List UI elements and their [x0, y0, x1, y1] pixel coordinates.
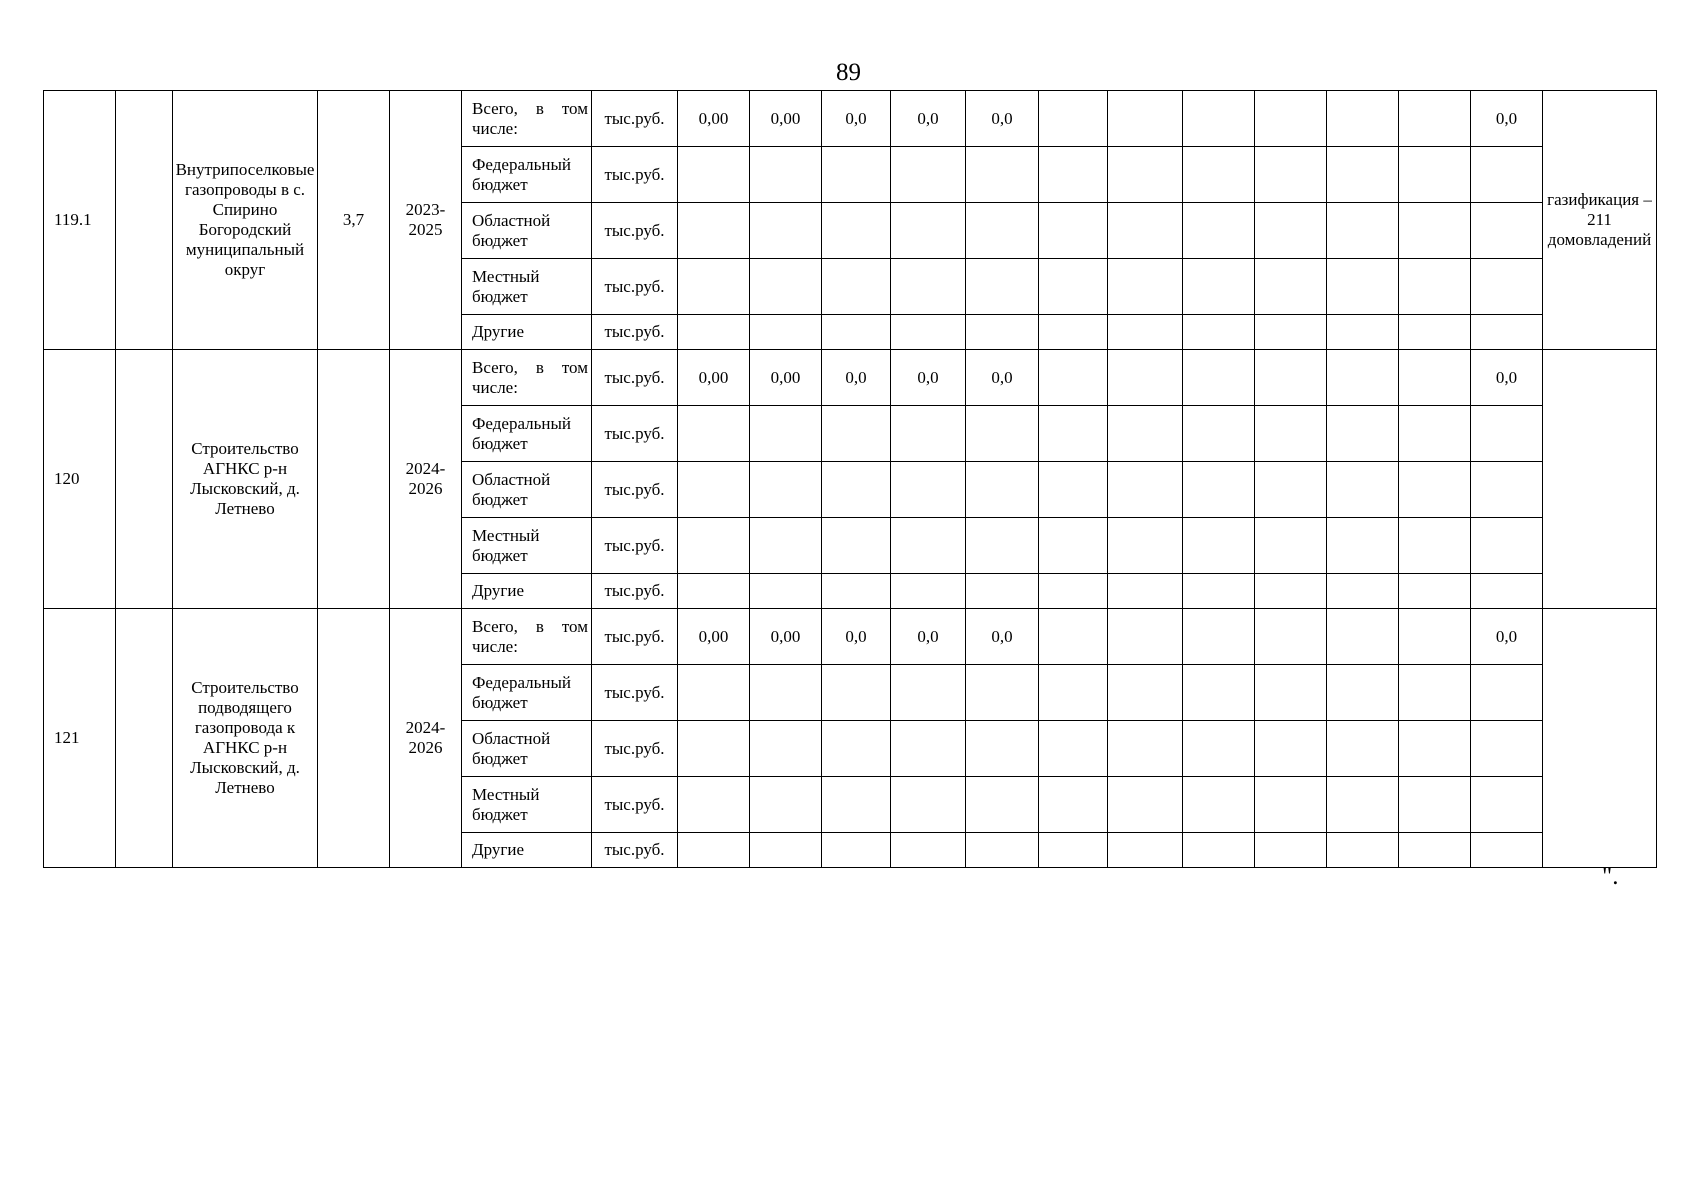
- value-cell: [966, 574, 1039, 609]
- value-cell: [1183, 833, 1255, 868]
- funding-source-line1: Другие: [472, 840, 524, 859]
- value-cell: [750, 406, 822, 462]
- funding-source-line2: бюджет: [472, 174, 528, 194]
- value-cell: [1255, 315, 1327, 350]
- unit-cell: тыс.руб.: [592, 833, 678, 868]
- value-cell: [891, 721, 966, 777]
- value-cell: [1327, 203, 1399, 259]
- value-cell: [1108, 315, 1183, 350]
- value-cell: [1108, 406, 1183, 462]
- value-cell: 0,00: [750, 91, 822, 147]
- value-cell: 0,0: [1471, 91, 1543, 147]
- period-cell: 2024-2026: [390, 609, 462, 868]
- value-cell: 0,0: [822, 350, 891, 406]
- value-cell: [1108, 350, 1183, 406]
- value-cell: [750, 721, 822, 777]
- value-cell: [1255, 350, 1327, 406]
- value-cell: [891, 203, 966, 259]
- funding-source-line1: Всего, в том: [472, 98, 588, 118]
- value-cell: [1183, 462, 1255, 518]
- value-cell: [891, 462, 966, 518]
- funding-source-cell: [462, 315, 592, 350]
- value-cell: [966, 147, 1039, 203]
- length-cell: 3,7: [318, 91, 390, 350]
- value-cell: [822, 147, 891, 203]
- value-cell: [1039, 833, 1108, 868]
- value-cell: [1039, 665, 1108, 721]
- value-cell: [1183, 777, 1255, 833]
- investment-table: [43, 90, 1657, 868]
- value-cell: [1327, 315, 1399, 350]
- blank-cell: [116, 91, 173, 350]
- value-cell: [891, 574, 966, 609]
- value-cell: [1039, 350, 1108, 406]
- value-cell: [1399, 609, 1471, 665]
- value-cell: [1183, 574, 1255, 609]
- value-cell: [1327, 665, 1399, 721]
- value-cell: [1039, 721, 1108, 777]
- funding-source-line2: числе:: [472, 118, 518, 138]
- value-cell: [1327, 259, 1399, 315]
- funding-source-line2: бюджет: [472, 692, 528, 712]
- value-cell: [822, 259, 891, 315]
- value-cell: [1399, 833, 1471, 868]
- unit-cell: тыс.руб.: [592, 350, 678, 406]
- note-cell: [1543, 609, 1657, 868]
- value-cell: [750, 777, 822, 833]
- value-cell: [750, 259, 822, 315]
- value-cell: [1108, 721, 1183, 777]
- value-cell: [1327, 518, 1399, 574]
- value-cell: [1471, 406, 1543, 462]
- value-cell: [1399, 665, 1471, 721]
- value-cell: [822, 665, 891, 721]
- value-cell: [1039, 315, 1108, 350]
- value-cell: [1039, 203, 1108, 259]
- funding-source-cell: [462, 406, 592, 462]
- value-cell: [1471, 518, 1543, 574]
- value-cell: [1108, 203, 1183, 259]
- funding-source-line1: Местный: [472, 784, 540, 804]
- value-cell: [1183, 665, 1255, 721]
- value-cell: [1183, 518, 1255, 574]
- closing-quote-mark: ".: [1602, 863, 1619, 890]
- value-cell: [678, 518, 750, 574]
- value-cell: [1108, 665, 1183, 721]
- value-cell: [1255, 574, 1327, 609]
- value-cell: [1039, 777, 1108, 833]
- value-cell: [678, 259, 750, 315]
- value-cell: [966, 406, 1039, 462]
- value-cell: [891, 315, 966, 350]
- value-cell: [1183, 315, 1255, 350]
- value-cell: [1255, 91, 1327, 147]
- value-cell: [966, 315, 1039, 350]
- value-cell: [891, 777, 966, 833]
- table-body: [44, 91, 1657, 868]
- project-name-cell: Строительство АГНКС р-н Лысковский, д. Летнево: [173, 350, 318, 609]
- blank-cell: [116, 609, 173, 868]
- value-cell: [822, 833, 891, 868]
- value-cell: [1183, 350, 1255, 406]
- unit-cell: тыс.руб.: [592, 259, 678, 315]
- value-cell: [1255, 777, 1327, 833]
- value-cell: [1399, 315, 1471, 350]
- value-cell: 0,0: [891, 609, 966, 665]
- blank-cell: [116, 350, 173, 609]
- value-cell: [966, 518, 1039, 574]
- value-cell: 0,00: [750, 609, 822, 665]
- value-cell: [1399, 518, 1471, 574]
- funding-row: [44, 91, 1657, 147]
- value-cell: [1399, 203, 1471, 259]
- value-cell: [1327, 462, 1399, 518]
- value-cell: [966, 777, 1039, 833]
- unit-cell: тыс.руб.: [592, 406, 678, 462]
- value-cell: [750, 315, 822, 350]
- value-cell: [1327, 777, 1399, 833]
- funding-source-line1: Областной: [472, 469, 551, 489]
- value-cell: [1471, 203, 1543, 259]
- value-cell: [750, 203, 822, 259]
- value-cell: [750, 574, 822, 609]
- value-cell: [1327, 721, 1399, 777]
- value-cell: [1399, 462, 1471, 518]
- value-cell: [891, 406, 966, 462]
- value-cell: 0,0: [891, 91, 966, 147]
- value-cell: 0,0: [966, 91, 1039, 147]
- value-cell: [1039, 609, 1108, 665]
- value-cell: [891, 833, 966, 868]
- value-cell: [678, 462, 750, 518]
- value-cell: [678, 203, 750, 259]
- value-cell: [1039, 574, 1108, 609]
- value-cell: [1471, 833, 1543, 868]
- funding-source-line1: Местный: [472, 266, 540, 286]
- value-cell: [1108, 147, 1183, 203]
- unit-cell: тыс.руб.: [592, 518, 678, 574]
- value-cell: [891, 518, 966, 574]
- funding-source-cell: [462, 833, 592, 868]
- project-name-cell: Строительство подводящего газопровода к АГНКС р-н Лысковский, д. Летнево: [173, 609, 318, 868]
- value-cell: [750, 833, 822, 868]
- value-cell: [822, 518, 891, 574]
- funding-row: [44, 609, 1657, 665]
- value-cell: [1183, 609, 1255, 665]
- value-cell: [678, 777, 750, 833]
- value-cell: 0,00: [678, 350, 750, 406]
- value-cell: [678, 147, 750, 203]
- value-cell: [1471, 721, 1543, 777]
- value-cell: [678, 665, 750, 721]
- value-cell: [1255, 259, 1327, 315]
- value-cell: [966, 259, 1039, 315]
- value-cell: [822, 777, 891, 833]
- value-cell: [1255, 203, 1327, 259]
- value-cell: [1183, 147, 1255, 203]
- value-cell: [750, 462, 822, 518]
- value-cell: [1399, 721, 1471, 777]
- value-cell: [822, 574, 891, 609]
- value-cell: [1327, 406, 1399, 462]
- value-cell: [1471, 147, 1543, 203]
- value-cell: [1327, 147, 1399, 203]
- funding-source-line2: бюджет: [472, 433, 528, 453]
- value-cell: [1039, 406, 1108, 462]
- value-cell: [1327, 833, 1399, 868]
- value-cell: 0,0: [822, 91, 891, 147]
- value-cell: [1183, 721, 1255, 777]
- value-cell: [822, 315, 891, 350]
- value-cell: [1327, 350, 1399, 406]
- value-cell: [678, 315, 750, 350]
- value-cell: [1399, 259, 1471, 315]
- value-cell: [1471, 462, 1543, 518]
- value-cell: [1255, 665, 1327, 721]
- value-cell: [1108, 609, 1183, 665]
- value-cell: [1039, 518, 1108, 574]
- value-cell: [1255, 518, 1327, 574]
- value-cell: [1108, 259, 1183, 315]
- funding-source-line2: бюджет: [472, 804, 528, 824]
- value-cell: [1255, 609, 1327, 665]
- funding-source-cell: [462, 91, 592, 147]
- unit-cell: тыс.руб.: [592, 462, 678, 518]
- unit-cell: тыс.руб.: [592, 315, 678, 350]
- funding-source-line2: бюджет: [472, 545, 528, 565]
- value-cell: [1108, 833, 1183, 868]
- value-cell: 0,00: [750, 350, 822, 406]
- value-cell: [1399, 350, 1471, 406]
- funding-source-cell: [462, 259, 592, 315]
- funding-source-line1: Местный: [472, 525, 540, 545]
- value-cell: [1399, 91, 1471, 147]
- value-cell: [822, 462, 891, 518]
- value-cell: [1108, 462, 1183, 518]
- note-cell: газификация – 211 домовладений: [1543, 91, 1657, 350]
- value-cell: [1471, 315, 1543, 350]
- length-cell: [318, 350, 390, 609]
- funding-source-cell: [462, 518, 592, 574]
- funding-source-cell: [462, 574, 592, 609]
- value-cell: [1183, 259, 1255, 315]
- value-cell: [1039, 462, 1108, 518]
- funding-source-line1: Всего, в том: [472, 357, 588, 377]
- note-cell: [1543, 350, 1657, 609]
- page-number: 89: [836, 59, 861, 86]
- value-cell: [1471, 665, 1543, 721]
- value-cell: [966, 721, 1039, 777]
- value-cell: [750, 518, 822, 574]
- unit-cell: тыс.руб.: [592, 574, 678, 609]
- value-cell: [966, 462, 1039, 518]
- funding-source-line1: Другие: [472, 322, 524, 341]
- length-cell: [318, 609, 390, 868]
- value-cell: [1327, 574, 1399, 609]
- value-cell: 0,00: [678, 91, 750, 147]
- value-cell: 0,0: [1471, 609, 1543, 665]
- unit-cell: тыс.руб.: [592, 721, 678, 777]
- funding-source-line2: бюджет: [472, 230, 528, 250]
- funding-source-line2: бюджет: [472, 286, 528, 306]
- value-cell: [750, 147, 822, 203]
- unit-cell: тыс.руб.: [592, 203, 678, 259]
- funding-source-cell: [462, 350, 592, 406]
- value-cell: [822, 406, 891, 462]
- unit-cell: тыс.руб.: [592, 609, 678, 665]
- value-cell: [1255, 406, 1327, 462]
- value-cell: [822, 721, 891, 777]
- value-cell: [1471, 259, 1543, 315]
- funding-source-cell: [462, 462, 592, 518]
- unit-cell: тыс.руб.: [592, 665, 678, 721]
- value-cell: [678, 406, 750, 462]
- value-cell: [1108, 91, 1183, 147]
- value-cell: [678, 833, 750, 868]
- funding-source-line1: Областной: [472, 728, 551, 748]
- value-cell: [1255, 833, 1327, 868]
- value-cell: [891, 259, 966, 315]
- value-cell: 0,00: [678, 609, 750, 665]
- project-number-cell: 120: [44, 350, 116, 609]
- value-cell: [966, 203, 1039, 259]
- funding-source-line2: числе:: [472, 636, 518, 656]
- value-cell: 0,0: [891, 350, 966, 406]
- value-cell: [891, 147, 966, 203]
- funding-row: [44, 350, 1657, 406]
- value-cell: [966, 665, 1039, 721]
- value-cell: [1399, 147, 1471, 203]
- value-cell: [1399, 406, 1471, 462]
- value-cell: [678, 574, 750, 609]
- funding-source-cell: [462, 609, 592, 665]
- period-cell: 2023-2025: [390, 91, 462, 350]
- funding-source-line2: бюджет: [472, 748, 528, 768]
- funding-source-line2: числе:: [472, 377, 518, 397]
- funding-source-line1: Всего, в том: [472, 616, 588, 636]
- value-cell: [1327, 609, 1399, 665]
- value-cell: 0,0: [822, 609, 891, 665]
- funding-source-cell: [462, 203, 592, 259]
- value-cell: [1183, 203, 1255, 259]
- funding-source-line1: Федеральный: [472, 413, 571, 433]
- value-cell: [1039, 259, 1108, 315]
- value-cell: [750, 665, 822, 721]
- funding-source-line1: Федеральный: [472, 672, 571, 692]
- project-number-cell: 121: [44, 609, 116, 868]
- period-cell: 2024-2026: [390, 350, 462, 609]
- value-cell: 0,0: [966, 609, 1039, 665]
- value-cell: [1108, 777, 1183, 833]
- value-cell: [1108, 518, 1183, 574]
- value-cell: [1327, 91, 1399, 147]
- value-cell: [1183, 91, 1255, 147]
- funding-source-cell: [462, 665, 592, 721]
- funding-source-line1: Областной: [472, 210, 551, 230]
- value-cell: [678, 721, 750, 777]
- funding-source-cell: [462, 777, 592, 833]
- value-cell: 0,0: [1471, 350, 1543, 406]
- value-cell: [891, 665, 966, 721]
- value-cell: [966, 833, 1039, 868]
- unit-cell: тыс.руб.: [592, 147, 678, 203]
- value-cell: [822, 203, 891, 259]
- unit-cell: тыс.руб.: [592, 91, 678, 147]
- value-cell: 0,0: [966, 350, 1039, 406]
- project-number-cell: 119.1: [44, 91, 116, 350]
- value-cell: [1399, 777, 1471, 833]
- funding-source-line2: бюджет: [472, 489, 528, 509]
- value-cell: [1399, 574, 1471, 609]
- funding-source-cell: [462, 721, 592, 777]
- funding-source-line1: Федеральный: [472, 154, 571, 174]
- value-cell: [1039, 147, 1108, 203]
- project-name-cell: Внутрипоселковые газопроводы в с. Спирино Богородский муниципальный округ: [173, 91, 318, 350]
- value-cell: [1039, 91, 1108, 147]
- value-cell: [1471, 777, 1543, 833]
- value-cell: [1255, 462, 1327, 518]
- funding-source-cell: [462, 147, 592, 203]
- unit-cell: тыс.руб.: [592, 777, 678, 833]
- value-cell: [1255, 721, 1327, 777]
- value-cell: [1471, 574, 1543, 609]
- value-cell: [1183, 406, 1255, 462]
- funding-source-line1: Другие: [472, 581, 524, 600]
- value-cell: [1255, 147, 1327, 203]
- value-cell: [1108, 574, 1183, 609]
